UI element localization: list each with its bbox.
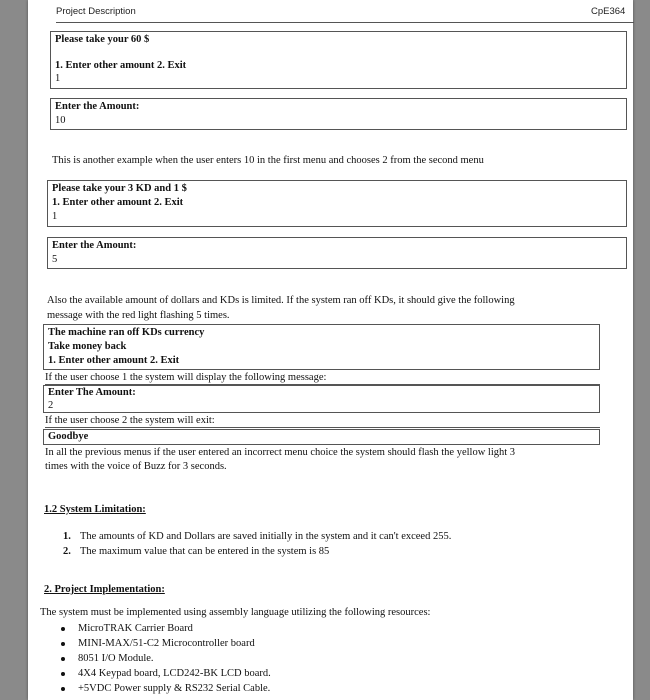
paragraph-incorrect-line1: In all the previous menus if the user entered an incorrect menu choice the system should flash the yellow light 3 xyxy=(45,447,516,458)
bullet-icon xyxy=(61,687,65,691)
box6-line1: Enter The Amount: xyxy=(48,387,136,398)
document-page xyxy=(28,0,633,700)
note-choose-1: If the user choose 1 the system will display the following message: xyxy=(45,372,600,385)
box2-line1: Enter the Amount: xyxy=(55,101,140,112)
paragraph-limited-line2: message with the red light flashing 5 times. xyxy=(47,310,230,321)
box3-line3: 1 xyxy=(52,211,58,222)
section-heading-project-implementation: 2. Project Implementation: xyxy=(44,584,165,595)
paragraph-limited-line1: Also the available amount of dollars and KDs is limited. If the system ran off KDs, it should give the following xyxy=(47,295,515,306)
box4-line2: 5 xyxy=(52,254,58,265)
bullet-icon xyxy=(61,657,65,661)
list-item: 8051 I/O Module. xyxy=(78,651,271,666)
list-item: 2. The maximum value that can be entered in the system is 85 xyxy=(63,546,330,557)
example-screen-box-3 xyxy=(47,180,627,227)
box2-line2: 10 xyxy=(55,115,66,126)
box1-line1: Please take your 60 $ xyxy=(55,34,150,45)
box3-line1: Please take your 3 KD and 1 $ xyxy=(52,183,187,194)
box5-line2: Take money back xyxy=(48,341,127,352)
list-item: 4X4 Keypad board, LCD242-BK LCD board. xyxy=(78,666,271,681)
box1-line2: 1. Enter other amount 2. Exit xyxy=(55,60,187,71)
example-screen-box-7 xyxy=(43,429,600,445)
example-screen-box-6 xyxy=(43,385,600,413)
box7-line1: Goodbye xyxy=(48,431,89,442)
header-divider xyxy=(56,22,634,23)
list-item: MicroTRAK Carrier Board xyxy=(78,621,271,636)
bullet-icon xyxy=(61,642,65,646)
example-screen-box-2 xyxy=(50,98,627,130)
example-screen-box-1 xyxy=(50,31,627,89)
limitation-list xyxy=(63,529,452,559)
paragraph-example: This is another example when the user enters 10 in the first menu and chooses 2 from the second menu xyxy=(52,155,484,166)
box4-line1: Enter the Amount: xyxy=(52,240,137,251)
list-item: 1. The amounts of KD and Dollars are saved initially in the system and it can't exceed 255. xyxy=(63,531,452,542)
resources-list xyxy=(78,621,271,696)
example-screen-box-5 xyxy=(43,324,600,370)
implementation-intro: The system must be implemented using assembly language utilizing the following resources: xyxy=(40,607,431,618)
list-item: +5VDC Power supply & RS232 Serial Cable. xyxy=(78,681,271,696)
box5-line3: 1. Enter other amount 2. Exit xyxy=(48,355,180,366)
header-title: Project Description xyxy=(56,6,136,17)
header-course-code: CpE364 xyxy=(591,6,626,17)
box1-line3: 1 xyxy=(55,73,61,84)
section-heading-system-limitation: 1.2 System Limitation: xyxy=(44,504,146,515)
list-item: MINI-MAX/51-C2 Microcontroller board xyxy=(78,636,271,651)
paragraph-incorrect-line2: times with the voice of Buzz for 3 seconds. xyxy=(45,461,227,472)
bullet-icon xyxy=(61,672,65,676)
example-screen-box-4 xyxy=(47,237,627,269)
box3-line2: 1. Enter other amount 2. Exit xyxy=(52,197,184,208)
bullet-icon xyxy=(61,627,65,631)
note-choose-2: If the user choose 2 the system will exit: xyxy=(45,415,600,428)
box6-line2: 2 xyxy=(48,400,54,411)
box5-line1: The machine ran off KDs currency xyxy=(48,327,205,338)
